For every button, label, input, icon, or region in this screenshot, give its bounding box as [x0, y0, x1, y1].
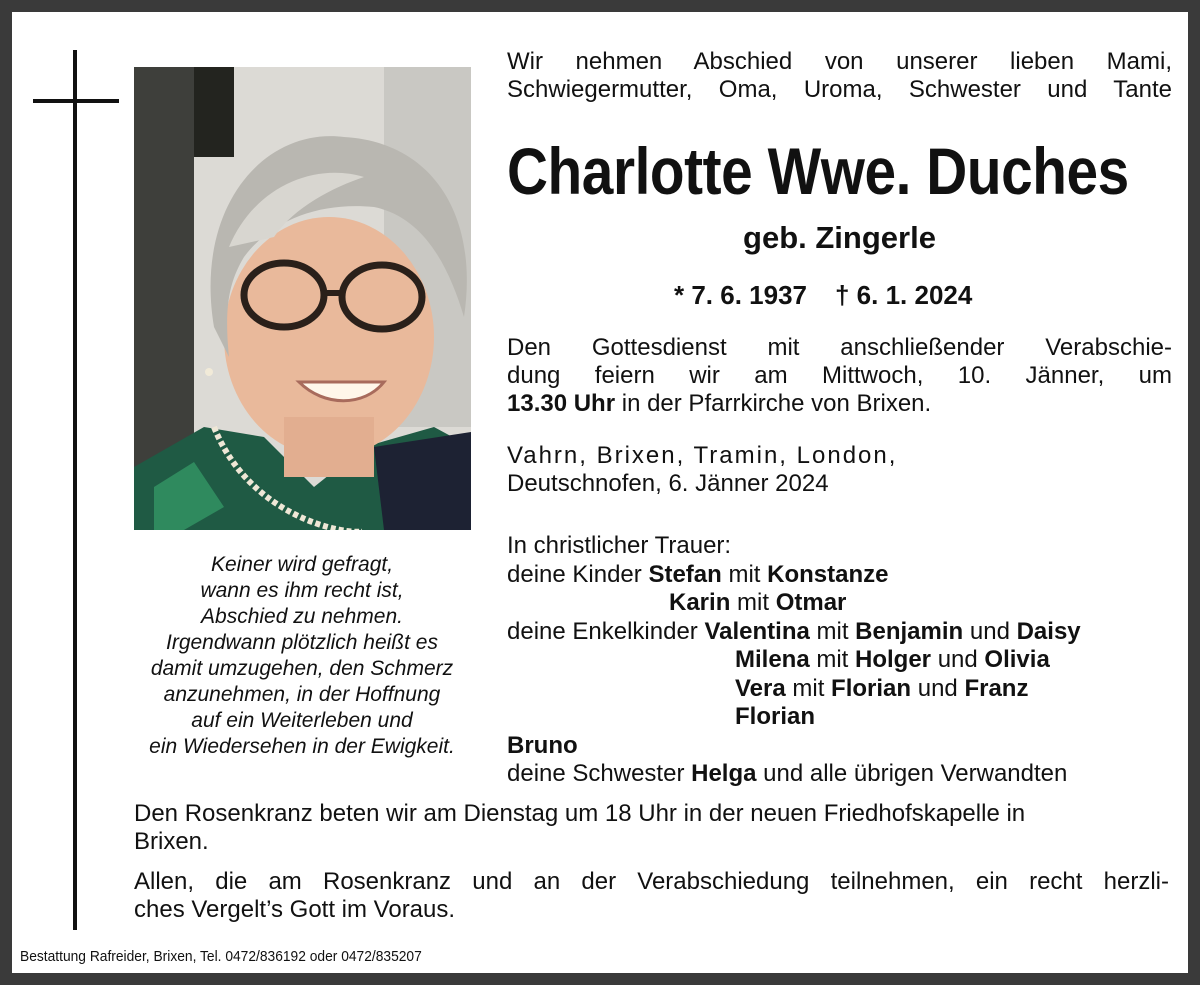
cross-icon-bar	[33, 99, 119, 103]
mourner-name: Valentina	[704, 617, 810, 645]
connector: mit	[785, 674, 832, 702]
thanks-line: Allen, die am Rosenkranz und an der Verabschiedung teilnehmen, ein recht herzli-	[134, 868, 1169, 895]
poem-line: anzunehmen, in der Hoffnung	[163, 683, 441, 706]
children-row	[507, 561, 1172, 590]
places-line: Vahrn, Brixen, Tramin, London,	[507, 442, 898, 469]
intro-line: Wir nehmen Abschied von unserer lieben Mami,	[507, 48, 1172, 75]
sister-label: deine Schwester	[507, 760, 692, 787]
poem-line: Abschied zu nehmen.	[201, 605, 403, 628]
poem-line: wann es ihm recht ist,	[200, 579, 404, 602]
mourner-name: Benjamin	[855, 617, 964, 645]
mourner-name: Daisy	[1016, 617, 1081, 645]
mourner-name: Karin	[669, 589, 731, 616]
sister-row	[507, 760, 1172, 789]
service-line	[507, 390, 1172, 418]
portrait-photo	[134, 67, 471, 530]
birth-date: * 7. 6. 1937	[674, 280, 807, 310]
service-time: 13.30 Uhr	[507, 390, 616, 417]
intro-line: Schwiegermutter, Oma, Uroma, Schwester und Tante	[507, 76, 1172, 103]
poem-line: ein Wiedersehen in der Ewigkeit.	[149, 735, 455, 758]
poem-line: Keiner wird gefragt,	[210, 553, 394, 576]
mourner-name: Holger	[855, 646, 932, 673]
poem	[127, 552, 477, 760]
children-row	[507, 589, 1172, 618]
connector: mit	[809, 646, 856, 673]
life-dates	[674, 280, 1200, 311]
mourners-heading: In christlicher Trauer:	[507, 532, 732, 559]
service-line: Den Gottesdienst mit anschließender Verabschie-	[507, 334, 1172, 361]
grandchildren-label: deine Enkelkinder	[507, 617, 705, 645]
mourner-name: Florian	[831, 674, 912, 702]
poem-line: auf ein Weiterleben und	[191, 709, 413, 732]
mourner-name: Otmar	[775, 589, 847, 616]
mourner-name: Helga	[691, 760, 757, 787]
mourner-name: Milena	[735, 646, 810, 673]
mourner-name: Konstanze	[767, 560, 889, 588]
connector: mit	[721, 560, 768, 588]
service-line: dung feiern wir am Mittwoch, 10. Jänner, um	[507, 362, 1172, 389]
grandchildren-row	[507, 675, 1172, 704]
connector: mit	[809, 617, 856, 645]
mourner-name: Olivia	[984, 646, 1050, 673]
cross-icon	[73, 50, 77, 930]
thanks-line: ches Vergelt’s Gott im Voraus.	[134, 896, 456, 923]
service-text	[507, 334, 1172, 418]
mourner-name: Florian	[735, 703, 816, 730]
places-line: Deutschnofen, 6. Jänner 2024	[507, 470, 829, 497]
maiden-name: geb. Zingerle	[743, 220, 936, 255]
mourner-name: Bruno	[507, 731, 578, 759]
connector: und	[931, 646, 985, 673]
mourner-name: Franz	[964, 674, 1029, 702]
service-place: in der Pfarrkirche von Brixen.	[615, 390, 932, 417]
poem-line: Irgendwann plötzlich heißt es	[166, 631, 438, 654]
mourner-name: Stefan	[648, 560, 722, 588]
grandchildren-row	[507, 703, 1172, 732]
relatives-text: und alle übrigen Verwandten	[756, 760, 1068, 787]
places-date	[507, 442, 1172, 498]
rosary-line: Brixen.	[134, 828, 209, 855]
obituary-card	[12, 12, 1188, 973]
funeral-home-footer: Bestattung Rafreider, Brixen, Tel. 0472/836192 oder 0472/835207	[20, 948, 422, 965]
rosary-notice	[134, 800, 1169, 856]
connector: und	[911, 674, 965, 702]
intro-text	[507, 48, 1172, 104]
connector: und	[963, 617, 1017, 645]
deceased-name: Charlotte Wwe. Duches	[507, 134, 1129, 208]
thanks-notice	[134, 868, 1169, 924]
grandchildren-row	[507, 618, 1172, 647]
mourners-list	[507, 532, 1172, 789]
death-date: † 6. 1. 2024	[835, 280, 973, 310]
mourner-name: Vera	[735, 674, 786, 702]
grandchildren-row	[507, 646, 1172, 675]
poem-line: damit umzugehen, den Schmerz	[150, 657, 454, 680]
children-label: deine Kinder	[507, 560, 649, 588]
rosary-line: Den Rosenkranz beten wir am Dienstag um 18 Uhr in der neuen Friedhofskapelle in	[134, 800, 1026, 827]
connector: mit	[730, 589, 776, 616]
other-mourner-row	[507, 732, 1172, 761]
